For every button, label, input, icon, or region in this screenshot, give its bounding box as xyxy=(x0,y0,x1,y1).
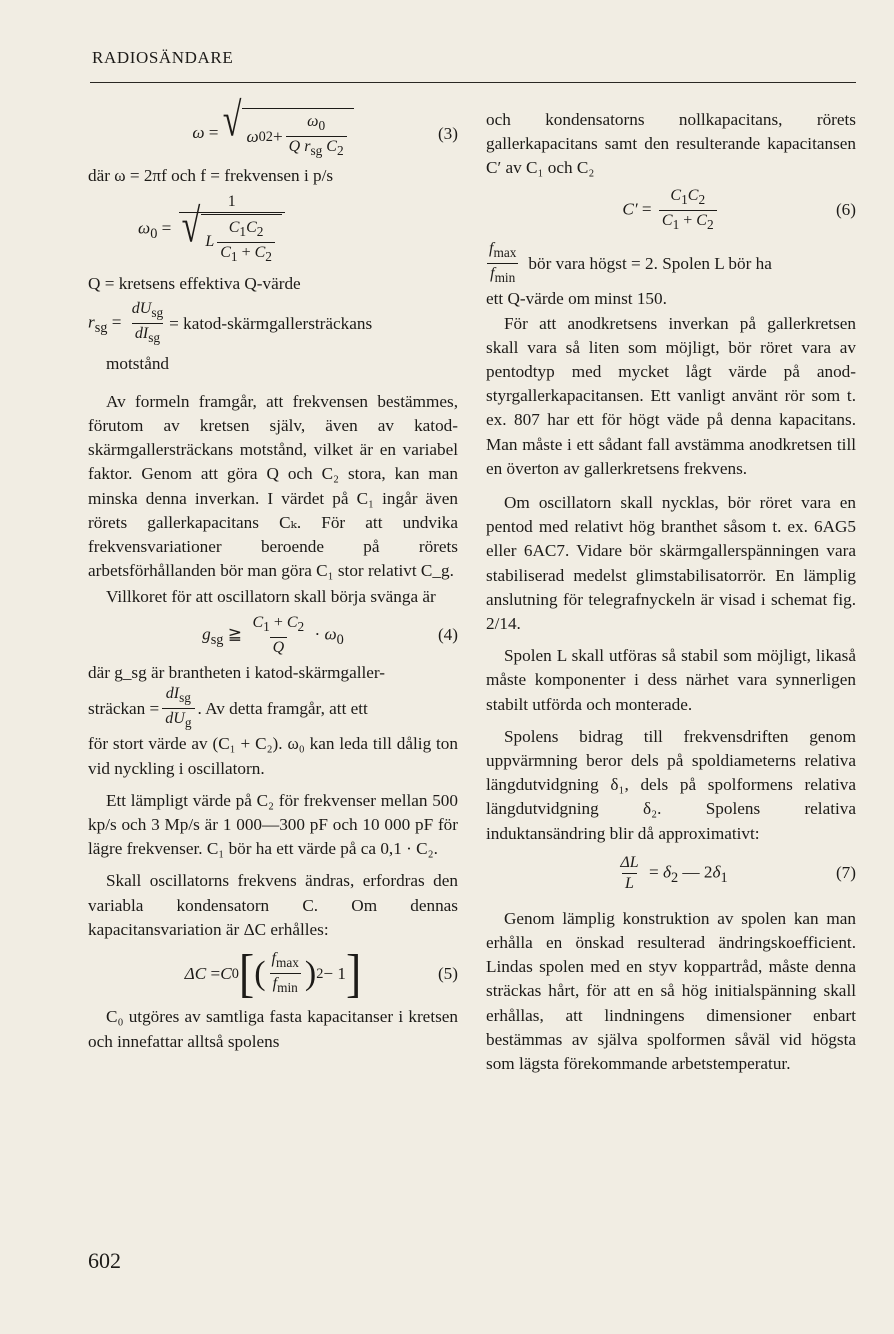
equation-3 xyxy=(88,94,458,160)
inline-text: sträckan = xyxy=(88,698,160,718)
page-number: 602 xyxy=(88,1248,121,1273)
fmax-ratio-line xyxy=(486,240,856,287)
right-column xyxy=(486,108,856,1076)
eq4-number: (4) xyxy=(437,625,458,645)
inline-text: . Av detta framgår, att ett xyxy=(197,698,368,718)
paragraph: Skall oscillatorns frekvens ändras, erfordras den variabla kondensatorn C. Om dennas kapacitansvariation är ΔC erhålles: xyxy=(88,871,458,939)
equation-5 xyxy=(88,943,458,1003)
eq6-number: (6) xyxy=(835,200,856,220)
paragraph: där g_sg är brantheten i katod-skärmgaller- xyxy=(88,662,385,682)
paragraph: Spolens bidrag till frekvensdriften genom uppvärmning beror dels på spoldiameterns relativa längdutvidgning δ₁, dels på spolformens relativa längdutvidgning δ₂. Spolens relativa induktansändring blir då approximativt: xyxy=(486,726,856,843)
paragraph: för stort värde av (C₁ + C₂). ω₀ kan leda till dålig ton vid nyckling i oscillatorn. xyxy=(88,734,458,778)
left-column xyxy=(88,94,458,1054)
eq3-formula: ω = √ ω 0 2 + $\frac{\omega_0}{Q r_{sg} C_2}$ xyxy=(192,108,353,160)
paragraph: Spolen L skall utföras så stabil som möjligt, likaså måste komponenter i dess närhet vara synnerligen stabilt utförda och monterade. xyxy=(486,646,856,714)
rsg-formula: $r_{sg}$ = $\frac{dU_{sg}}{dI_{sg}}$ xyxy=(88,300,164,346)
paragraph: Villkoret för att oscillatorn skall börja svänga är xyxy=(106,587,436,607)
paragraph: Ett lämpligt värde på C₂ för frekvenser mellan 500 kp/s och 3 Mp/s är 1 000—300 pF och 10 000 pF för lägre frekvenser. C₁ bör ha ett värde på ca 0,1 · C₂. xyxy=(88,790,458,859)
equation-6 xyxy=(486,187,856,234)
eq7-formula: $\frac{\Delta L}{L}$ = $\delta_2$ — $2\delta_1$ xyxy=(620,853,728,892)
paragraph: ett Q-värde om minst 150. xyxy=(486,289,667,309)
paragraph: och kondensatorns nollkapacitans, rörets gallerkapacitans samt den resulterande kapacitansen C′ av C₁ och C₂ xyxy=(486,110,856,178)
eq7-number: (7) xyxy=(835,863,856,883)
eq6-formula: C′ = $\frac{C_1C_2}{C_1 + C_2}$ xyxy=(622,187,719,234)
paragraph: C₀ utgöres av samtliga fasta kapacitanser i kretsen och innefattar alltså spolens xyxy=(88,1007,458,1051)
rsg-description: = katod-skärmgallersträckans xyxy=(169,313,373,333)
equation-7 xyxy=(486,854,856,893)
paragraph: Om oscillatorn skall nycklas, bör röret vara en pentod med relativt hög branthet såsom t. ex. 6AG5 eller 6AC7. Vidare bör skärmgallerspänningen vara stabiliserad medelst glimstabilisatorrör. En lämplig anslutning för telegrafnyckeln är visad i schemat fig. 2/14. xyxy=(486,492,856,633)
running-head: RADIOSÄNDARE xyxy=(92,48,234,67)
omega-definition: där ω = 2πf och f = frekvensen i p/s xyxy=(88,166,334,186)
q-definition: Q = kretsens effektiva Q‑värde xyxy=(88,273,301,293)
paragraph: Genom lämplig konstruktion av spolen kan man erhålla en önskad resulterad ändringskoefficient. Lindas spolen med en styv koppartråd, måste denna sträckas hårt, för att en så hög initialspänning skall erhållas, att lindningens dimensioner enbart bestämmas av själva spolformen såväl vid högsta som lägsta förekommande arbetstemperatur. xyxy=(486,908,856,1074)
paragraph: Av formeln framgår, att frekvensen bestämmes, förutom av kretsen själv, även av katod-skärmgallersträckans motstånd, vilket är en variabel faktor. Genom att göra Q och C₂ stora, kan man minska denna inverkan. I värdet på C₁ ingår även rörets gallerkapacitans Cₖ. För att undvika frekvensvariationer beroende på rörets arbetsförhållanden bör man göra C₁ stor relativt C_g. xyxy=(88,391,458,581)
rsg-description-cont: motstånd xyxy=(106,353,170,373)
gsg-fraction: $\frac{dI_{sg}}{dU_g}$ xyxy=(162,685,194,732)
omega0-equation xyxy=(0,193,458,266)
omega0-formula: $\omega_0$ = 1 √ L $\frac{C_1C_2}{C_1 + C_2}$ xyxy=(138,193,288,266)
fmax-fmin-fraction: $\frac{f_{max}}{f_{min}}$ xyxy=(489,239,517,286)
header-rule xyxy=(90,82,856,83)
paragraph: För att anodkretsens inverkan på gallerkretsen skall vara så liten som möjligt, bör röret vara av pentodtyp med mycket lågt värde på anod-styrgallerkapacitansen. Ett vanligt använt rör som t. ex. 807 har ett för högt väde på denna kapacitans. Man måste i ett sådant fall avstämma anodkretsen till en överton av gallerkretsens frekvens. xyxy=(486,313,856,478)
eq3-number: (3) xyxy=(437,124,458,144)
rsg-equation xyxy=(88,300,458,347)
eq5-formula: ΔC = C 0 [ ( $\frac{f_{max}}{f_{min}}$ ) 2 − 1 ] xyxy=(184,943,362,1003)
equation-4 xyxy=(88,614,458,657)
eq4-formula: $g_{sg}$ ≧ $\frac{C_1 + C_2}{Q}$ · $\omega_0$ xyxy=(202,613,344,656)
inline-text: bör vara högst = 2. Spolen L bör ha xyxy=(528,253,772,273)
gsg-definition-line xyxy=(88,685,458,732)
eq5-number: (5) xyxy=(437,963,458,983)
